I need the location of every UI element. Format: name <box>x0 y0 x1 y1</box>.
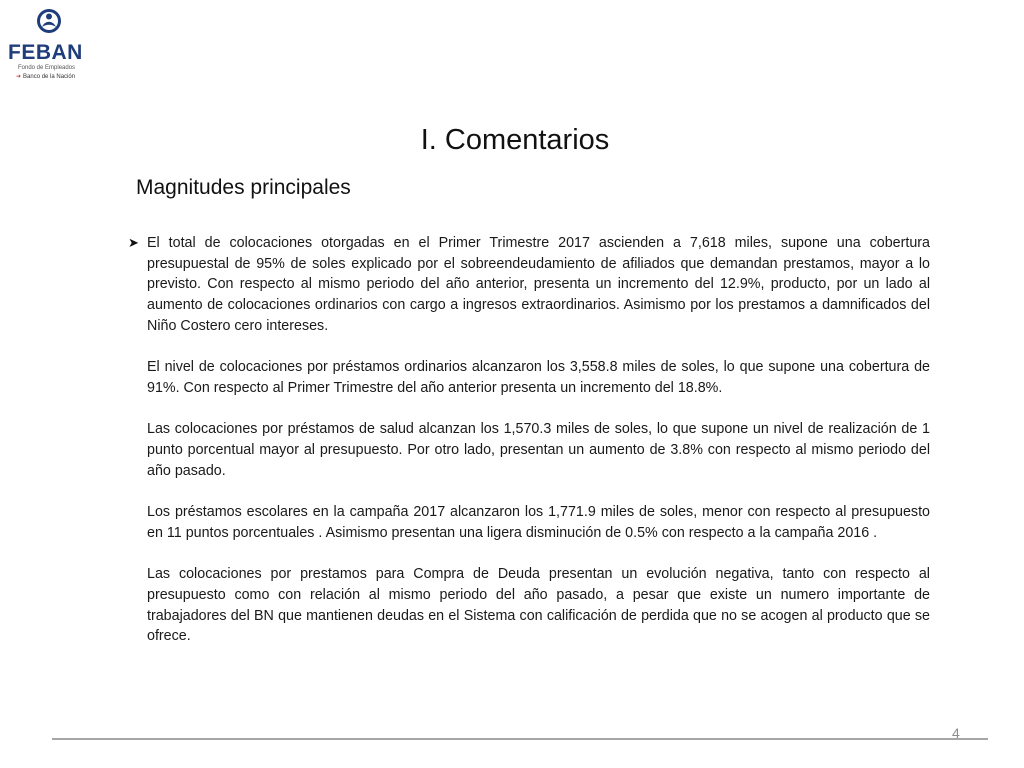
paragraph-prestamos-salud: Las colocaciones por préstamos de salud alcanzan los 1,570.3 miles de soles, lo que supone un nivel de realización de 1 punto porcentual mayor al presupuesto. Por otro lado, presentan un aumento de 3.8% con respecto al mismo periodo del año pasado. <box>147 421 930 479</box>
paragraph-total-colocaciones: El total de colocaciones otorgadas en el Primer Trimestre 2017 ascienden a 7,618 miles, supone una cobertura presupuestal de 95% de soles explicado por el sobreendeudamiento de afiliados que demandan prestamos, mayor a lo previsto. Con respecto al mismo periodo del año anterior, presenta un incremento del 12.9%, producto, por un lado al aumento de colocaciones ordinarios con cargo a ingresos extraordinarios. Asimismo por los prestamos a damnificados del Niño Costero cero intereses. <box>147 235 930 334</box>
paragraph-prestamos-escolares: Los préstamos escolares en la campaña 2017 alcanzaron los 1,771.9 miles de soles, menor con respecto al presupuesto en 11 puntos porcentuales . Asimismo presentan una ligera disminución de 0.5% con respecto a la campaña 2016 . <box>147 504 930 541</box>
paragraph-compra-deuda: Las colocaciones por prestamos para Compra de Deuda presentan un evolución negativa, tanto con respecto al presupuesto como con relación al mismo periodo del año pasado, a pesar que existe un numero importante de trabajadores del BN que mantienen deudas en el Sistema con calificación de perdida que no se acogen al producto que se ofrece. <box>147 566 930 645</box>
arrow-bullet-icon: ➤ <box>128 235 139 250</box>
logo-subtitle: Fondo de Empleados <box>18 65 76 71</box>
comments-body <box>128 233 930 661</box>
logo-bank-line <box>16 74 75 81</box>
page-title: I. Comentarios <box>420 124 610 156</box>
paragraph-prestamos-ordinarios: El nivel de colocaciones por préstamos ordinarios alcanzaron los 3,558.8 miles de soles, lo que supone una cobertura de 91%. Con respecto al Primer Trimestre del año anterior presenta un incremento del 18.8%. <box>147 359 930 396</box>
feban-emblem-icon <box>36 8 62 34</box>
bank-mark-icon: ➜ <box>16 74 22 80</box>
footer-divider <box>52 738 988 740</box>
logo-wordmark: FEBAN <box>8 41 83 64</box>
page-number: 4 <box>952 725 960 741</box>
logo-bank-name: Banco de la Nación <box>23 74 76 80</box>
bullet-item <box>128 233 930 337</box>
section-subtitle: Magnitudes principales <box>136 176 351 199</box>
feban-logo <box>6 6 88 82</box>
